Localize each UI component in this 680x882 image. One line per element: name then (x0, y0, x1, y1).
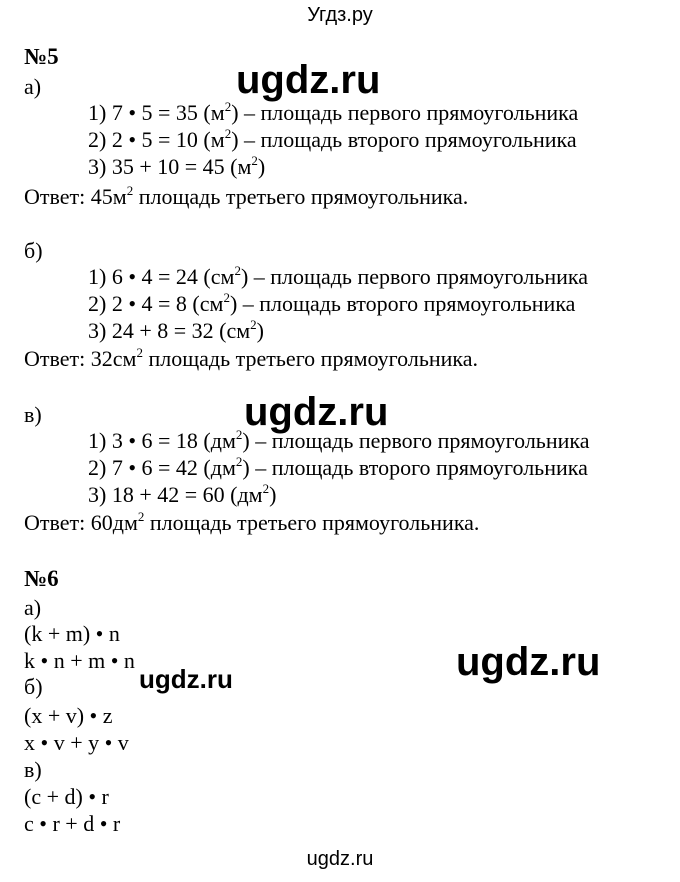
task6-a-line-2: k • n + m • n (24, 648, 135, 673)
task5-b-answer: Ответ: $32см^2$ площадь третьего прямоугольника. (24, 345, 479, 371)
task5-b-label: б) (24, 238, 43, 263)
task6-c-line-1: (c + d) • r (24, 784, 109, 809)
task5-b-step-1: 1) 6 • 4 = 24 $(см^2)$ – площадь первого прямоугольника (88, 263, 589, 289)
task5-c-answer: Ответ: $60дм^2$ площадь третьего прямоугольника. (24, 509, 480, 535)
watermark: ugdz.ru (139, 664, 233, 694)
task6-b-line-2: x • v + y • v (24, 730, 129, 755)
task5-a-label: а) (24, 74, 42, 99)
watermark: ugdz.ru (244, 390, 389, 434)
task6-c-label: в) (24, 757, 42, 782)
watermark: ugdz.ru (236, 58, 381, 102)
task6-c-line-2: c • r + d • r (24, 811, 121, 836)
task6-b-label: б) (24, 674, 43, 699)
task5-c-step-2: 2) 7 • 6 = 42 $(дм^2)$ – площадь второго прямоугольника (88, 454, 588, 480)
task6-b-line-1: (x + v) • z (24, 703, 113, 728)
task5-c-step-3: 3) 18 + 42 = 60 $(дм^2)$ (88, 481, 277, 507)
watermark: ugdz.ru (456, 640, 601, 684)
task5-a-step-1: 1) 7 • 5 = 35 $(м^2)$ – площадь первого прямоугольника (88, 99, 579, 125)
task5-a-answer: Ответ: $45м^2$ площадь третьего прямоугольника. (24, 183, 469, 209)
task5-b-step-2: 2) 2 • 4 = 8 $(см^2)$ – площадь второго прямоугольника (88, 290, 576, 316)
task5-c-step-1: 1) 3 • 6 = 18 $(дм^2)$ – площадь первого прямоугольника (88, 427, 590, 453)
task6-title: №6 (24, 566, 59, 591)
task6-a-line-1: (k + m) • n (24, 621, 120, 646)
task5-title: №5 (24, 44, 59, 69)
task6-a-label: а) (24, 595, 42, 620)
site-header: Угдз.ру (307, 4, 373, 26)
task5-b-step-3: 3) 24 + 8 = 32 $(см^2)$ (88, 317, 264, 343)
task5-a-step-2: 2) 2 • 5 = 10 $(м^2)$ – площадь второго прямоугольника (88, 126, 577, 152)
task5-c-label: в) (24, 402, 42, 427)
task5-a-step-3: 3) 35 + 10 = 45 $(м^2)$ (88, 153, 266, 179)
site-footer: ugdz.ru (306, 848, 374, 870)
